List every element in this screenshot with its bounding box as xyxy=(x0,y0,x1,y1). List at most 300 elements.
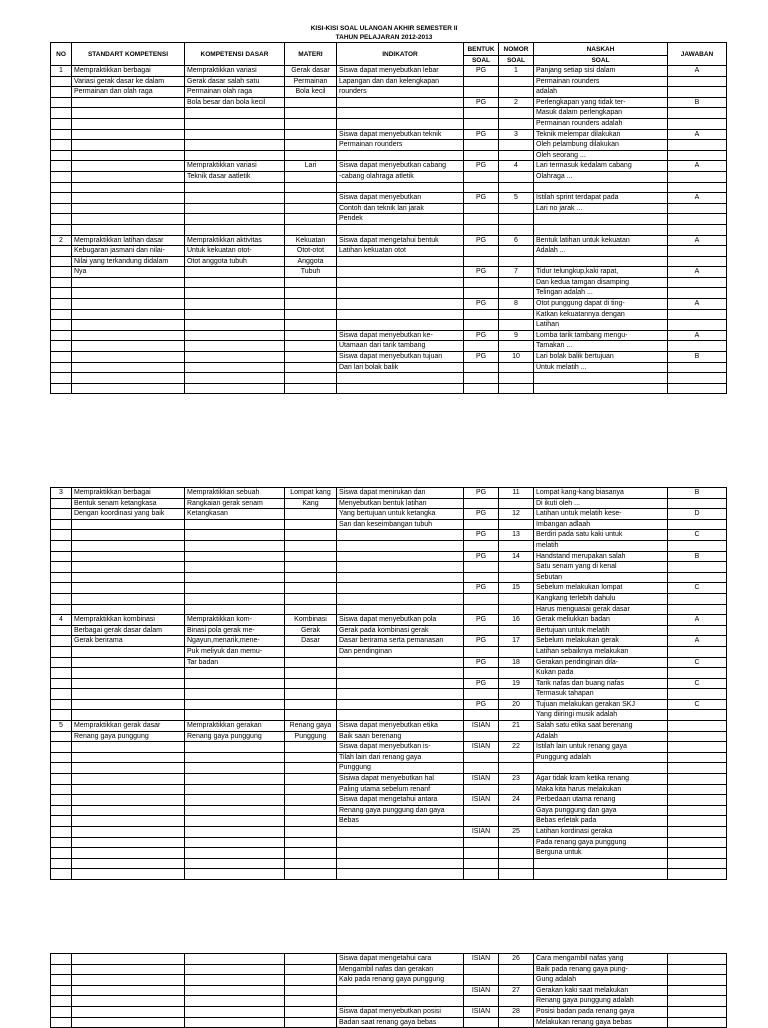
table-row xyxy=(51,246,727,257)
cell-standart-kompetensi xyxy=(72,277,185,288)
cell-indikator: Badan saat renang gaya bebas xyxy=(337,1017,464,1028)
cell-no xyxy=(51,996,72,1007)
cell-nomor-soal: 11 xyxy=(499,488,534,499)
cell-kompetensi-dasar xyxy=(185,805,285,816)
cell-kompetensi-dasar: Ngayun,menarik,mene- xyxy=(185,636,285,647)
table-row xyxy=(51,66,727,77)
cell-jawaban xyxy=(668,87,727,98)
cell-standart-kompetensi xyxy=(72,309,185,320)
cell-jawaban: A xyxy=(668,615,727,626)
cell-materi xyxy=(285,583,337,594)
cell-materi xyxy=(285,699,337,710)
cell-naskah-soal: Sebutan xyxy=(534,572,668,583)
cell-indikator: Gerak pada kombinasi gerak xyxy=(337,625,464,636)
table-row xyxy=(51,996,727,1007)
table-row xyxy=(51,954,727,965)
cell-standart-kompetensi xyxy=(72,975,185,986)
cell-nomor-soal xyxy=(499,277,534,288)
cell-bentuk-soal xyxy=(464,858,499,869)
cell-indikator: Paling utama sebelum renanf xyxy=(337,784,464,795)
cell-naskah-soal: Baik pada renang gaya pung- xyxy=(534,964,668,975)
cell-jawaban: A xyxy=(668,66,727,77)
table-row xyxy=(51,572,727,583)
cell-jawaban xyxy=(668,320,727,331)
cell-kompetensi-dasar: Untuk kekuatan otot- xyxy=(185,246,285,257)
cell-kompetensi-dasar xyxy=(185,699,285,710)
cell-standart-kompetensi xyxy=(72,964,185,975)
cell-naskah-soal: Pada renang gaya punggung xyxy=(534,837,668,848)
cell-no xyxy=(51,118,72,129)
cell-no xyxy=(51,330,72,341)
table-row xyxy=(51,837,727,848)
table-row xyxy=(51,795,727,806)
cell-kompetensi-dasar: Ketangkasan xyxy=(185,509,285,520)
cell-naskah-soal xyxy=(534,383,668,394)
cell-materi xyxy=(285,657,337,668)
table-row xyxy=(51,330,727,341)
cell-standart-kompetensi: Mempraktikkan kombinasi xyxy=(72,615,185,626)
cell-jawaban xyxy=(668,625,727,636)
cell-kompetensi-dasar xyxy=(185,985,285,996)
cell-naskah-soal: Perlengkapan yang tidak ter- xyxy=(534,97,668,108)
cell-kompetensi-dasar xyxy=(185,858,285,869)
cell-standart-kompetensi xyxy=(72,551,185,562)
table-row xyxy=(51,224,727,235)
table-row xyxy=(51,97,727,108)
kisi-kisi-table-2 xyxy=(50,487,727,880)
cell-standart-kompetensi xyxy=(72,299,185,310)
cell-materi xyxy=(285,383,337,394)
cell-jawaban xyxy=(668,288,727,299)
cell-no xyxy=(51,1006,72,1017)
cell-standart-kompetensi xyxy=(72,752,185,763)
cell-materi: Renang gaya xyxy=(285,721,337,732)
cell-nomor-soal xyxy=(499,150,534,161)
cell-materi xyxy=(285,869,337,880)
cell-naskah-soal xyxy=(534,214,668,225)
cell-materi: Otot-otot xyxy=(285,246,337,257)
cell-standart-kompetensi: Mempraktikkan latihan dasar xyxy=(72,235,185,246)
cell-kompetensi-dasar xyxy=(185,288,285,299)
cell-materi: Tubuh xyxy=(285,267,337,278)
cell-naskah-soal xyxy=(534,869,668,880)
cell-no xyxy=(51,246,72,257)
cell-naskah-soal: Olahraga ... xyxy=(534,171,668,182)
cell-nomor-soal xyxy=(499,604,534,615)
cell-no xyxy=(51,604,72,615)
cell-materi xyxy=(285,129,337,140)
table-row xyxy=(51,140,727,151)
cell-jawaban: B xyxy=(668,352,727,363)
cell-indikator xyxy=(337,858,464,869)
cell-standart-kompetensi xyxy=(72,572,185,583)
cell-no xyxy=(51,869,72,880)
cell-materi xyxy=(285,352,337,363)
cell-kompetensi-dasar xyxy=(185,816,285,827)
table-row xyxy=(51,362,727,373)
cell-bentuk-soal xyxy=(464,76,499,87)
cell-kompetensi-dasar xyxy=(185,1006,285,1017)
header-jawaban: JAWABAN xyxy=(668,43,727,66)
cell-materi xyxy=(285,742,337,753)
cell-bentuk-soal xyxy=(464,140,499,151)
cell-kompetensi-dasar xyxy=(185,214,285,225)
cell-bentuk-soal xyxy=(464,498,499,509)
cell-indikator: Siswa dapat mengetahui antara xyxy=(337,795,464,806)
cell-bentuk-soal: PG xyxy=(464,66,499,77)
cell-naskah-soal: Melakukan renang gaya bebas xyxy=(534,1017,668,1028)
cell-kompetensi-dasar: Mempraktikkan aktivitas xyxy=(185,235,285,246)
table-row xyxy=(51,805,727,816)
cell-naskah-soal: Istilah sprint terdapat pada xyxy=(534,193,668,204)
cell-bentuk-soal xyxy=(464,604,499,615)
table-row xyxy=(51,267,727,278)
table-row xyxy=(51,784,727,795)
table-row xyxy=(51,509,727,520)
cell-standart-kompetensi xyxy=(72,996,185,1007)
cell-jawaban xyxy=(668,224,727,235)
cell-materi: Gerak xyxy=(285,625,337,636)
cell-no xyxy=(51,625,72,636)
cell-bentuk-soal xyxy=(464,214,499,225)
cell-no xyxy=(51,214,72,225)
cell-nomor-soal xyxy=(499,341,534,352)
cell-materi xyxy=(285,214,337,225)
cell-jawaban xyxy=(668,721,727,732)
cell-naskah-soal: Panjang setiap sisi dalam xyxy=(534,66,668,77)
cell-standart-kompetensi xyxy=(72,583,185,594)
table-row xyxy=(51,689,727,700)
document-subtitle: TAHUN PELAJARAN 2012-2013 xyxy=(335,34,433,41)
cell-naskah-soal: Istilah lain untuk renang gaya xyxy=(534,742,668,753)
cell-bentuk-soal: PG xyxy=(464,299,499,310)
cell-kompetensi-dasar xyxy=(185,827,285,838)
document-title: KISI-KISI SOAL ULANGAN AKHIR SEMESTER II xyxy=(310,25,458,32)
cell-bentuk-soal: ISIAN xyxy=(464,774,499,785)
cell-no xyxy=(51,509,72,520)
cell-nomor-soal xyxy=(499,848,534,859)
cell-no: 2 xyxy=(51,235,72,246)
cell-kompetensi-dasar xyxy=(185,572,285,583)
cell-kompetensi-dasar: Mempraktikkan variasi xyxy=(185,161,285,172)
cell-bentuk-soal xyxy=(464,256,499,267)
table-row xyxy=(51,678,727,689)
cell-kompetensi-dasar xyxy=(185,540,285,551)
cell-nomor-soal xyxy=(499,964,534,975)
cell-materi xyxy=(285,593,337,604)
cell-nomor-soal: 10 xyxy=(499,352,534,363)
cell-no xyxy=(51,352,72,363)
cell-standart-kompetensi: Mempraktikkan gerak dasar xyxy=(72,721,185,732)
cell-indikator xyxy=(337,827,464,838)
cell-materi xyxy=(285,774,337,785)
cell-standart-kompetensi: Mempraktikkan berbagai xyxy=(72,66,185,77)
cell-kompetensi-dasar xyxy=(185,837,285,848)
cell-jawaban xyxy=(668,593,727,604)
cell-jawaban xyxy=(668,996,727,1007)
table-row xyxy=(51,288,727,299)
cell-indikator: Tilah lain dari renang gaya xyxy=(337,752,464,763)
cell-no: 5 xyxy=(51,721,72,732)
cell-jawaban xyxy=(668,689,727,700)
cell-standart-kompetensi xyxy=(72,288,185,299)
table-row xyxy=(51,193,727,204)
table-row xyxy=(51,118,727,129)
cell-no xyxy=(51,858,72,869)
cell-standart-kompetensi xyxy=(72,341,185,352)
cell-materi xyxy=(285,118,337,129)
cell-no xyxy=(51,129,72,140)
cell-nomor-soal: 27 xyxy=(499,985,534,996)
cell-naskah-soal: Telingan adalah ... xyxy=(534,288,668,299)
cell-nomor-soal xyxy=(499,805,534,816)
cell-jawaban xyxy=(668,848,727,859)
cell-nomor-soal xyxy=(499,540,534,551)
table-row xyxy=(51,731,727,742)
cell-jawaban: A xyxy=(668,235,727,246)
table-row xyxy=(51,710,727,721)
cell-naskah-soal: melatih xyxy=(534,540,668,551)
cell-no xyxy=(51,837,72,848)
cell-bentuk-soal: PG xyxy=(464,583,499,594)
cell-indikator xyxy=(337,678,464,689)
cell-indikator xyxy=(337,97,464,108)
cell-indikator xyxy=(337,256,464,267)
cell-materi xyxy=(285,604,337,615)
cell-jawaban xyxy=(668,76,727,87)
cell-kompetensi-dasar xyxy=(185,668,285,679)
cell-materi: Gerak dasar xyxy=(285,66,337,77)
cell-standart-kompetensi xyxy=(72,530,185,541)
cell-bentuk-soal: PG xyxy=(464,699,499,710)
cell-indikator xyxy=(337,848,464,859)
cell-indikator xyxy=(337,689,464,700)
cell-no xyxy=(51,256,72,267)
cell-naskah-soal: Maka kita harus melakukan xyxy=(534,784,668,795)
cell-materi xyxy=(285,509,337,520)
cell-no xyxy=(51,636,72,647)
cell-kompetensi-dasar xyxy=(185,752,285,763)
cell-naskah-soal: Gung adalah xyxy=(534,975,668,986)
cell-no xyxy=(51,288,72,299)
cell-no xyxy=(51,583,72,594)
cell-naskah-soal: Gerakan pendinginan dila- xyxy=(534,657,668,668)
cell-materi xyxy=(285,182,337,193)
cell-bentuk-soal xyxy=(464,362,499,373)
cell-indikator: Kaki pada renang gaya punggung xyxy=(337,975,464,986)
cell-indikator: Siswa dapat menyebutkan lebar xyxy=(337,66,464,77)
cell-standart-kompetensi xyxy=(72,171,185,182)
cell-indikator xyxy=(337,530,464,541)
cell-standart-kompetensi xyxy=(72,320,185,331)
table-row xyxy=(51,256,727,267)
cell-jawaban xyxy=(668,837,727,848)
cell-nomor-soal: 15 xyxy=(499,583,534,594)
cell-no xyxy=(51,341,72,352)
cell-standart-kompetensi xyxy=(72,373,185,384)
cell-jawaban: B xyxy=(668,488,727,499)
cell-materi xyxy=(285,288,337,299)
cell-kompetensi-dasar xyxy=(185,742,285,753)
cell-kompetensi-dasar xyxy=(185,330,285,341)
cell-standart-kompetensi xyxy=(72,699,185,710)
cell-nomor-soal xyxy=(499,1017,534,1028)
cell-naskah-soal: Tarik nafas dan buang nafas xyxy=(534,678,668,689)
cell-nomor-soal xyxy=(499,752,534,763)
cell-indikator: Siswa dapat mengetahui cara xyxy=(337,954,464,965)
cell-jawaban: A xyxy=(668,193,727,204)
cell-kompetensi-dasar: Bola besar dan bola kecil xyxy=(185,97,285,108)
cell-indikator xyxy=(337,267,464,278)
cell-bentuk-soal: ISIAN xyxy=(464,985,499,996)
cell-bentuk-soal xyxy=(464,975,499,986)
cell-standart-kompetensi xyxy=(72,182,185,193)
cell-indikator: Sisiwa dapat menyebutkan hal xyxy=(337,774,464,785)
cell-jawaban: D xyxy=(668,509,727,520)
cell-jawaban xyxy=(668,540,727,551)
cell-kompetensi-dasar: Puk meliyuk dan memu- xyxy=(185,646,285,657)
cell-indikator: rounders xyxy=(337,87,464,98)
cell-naskah-soal: Adalah ... xyxy=(534,246,668,257)
cell-jawaban: A xyxy=(668,267,727,278)
cell-no xyxy=(51,964,72,975)
cell-kompetensi-dasar xyxy=(185,583,285,594)
cell-naskah-soal: Masuk dalam perlengkapan xyxy=(534,108,668,119)
cell-bentuk-soal xyxy=(464,341,499,352)
cell-materi xyxy=(285,996,337,1007)
cell-bentuk-soal: PG xyxy=(464,352,499,363)
cell-bentuk-soal: PG xyxy=(464,636,499,647)
cell-naskah-soal: Dan kedua tamgan disamping xyxy=(534,277,668,288)
cell-standart-kompetensi xyxy=(72,108,185,119)
cell-indikator: Siswa dapat menyebutkan xyxy=(337,193,464,204)
cell-materi xyxy=(285,1017,337,1028)
cell-kompetensi-dasar xyxy=(185,193,285,204)
cell-kompetensi-dasar xyxy=(185,1017,285,1028)
cell-kompetensi-dasar xyxy=(185,519,285,530)
cell-bentuk-soal xyxy=(464,752,499,763)
cell-bentuk-soal xyxy=(464,320,499,331)
cell-bentuk-soal xyxy=(464,805,499,816)
cell-kompetensi-dasar: Binasi pola gerak me- xyxy=(185,625,285,636)
cell-jawaban xyxy=(668,171,727,182)
cell-nomor-soal xyxy=(499,362,534,373)
cell-naskah-soal: Latihan untuk melatih kese- xyxy=(534,509,668,520)
cell-materi xyxy=(285,689,337,700)
cell-indikator xyxy=(337,309,464,320)
cell-bentuk-soal: ISIAN xyxy=(464,742,499,753)
cell-bentuk-soal xyxy=(464,731,499,742)
cell-indikator: -cabang olahraga atletik xyxy=(337,171,464,182)
cell-standart-kompetensi xyxy=(72,985,185,996)
cell-jawaban xyxy=(668,954,727,965)
cell-naskah-soal: Berdiri pada satu kaki untuk xyxy=(534,530,668,541)
cell-nomor-soal: 8 xyxy=(499,299,534,310)
cell-no xyxy=(51,267,72,278)
cell-nomor-soal: 23 xyxy=(499,774,534,785)
cell-indikator xyxy=(337,551,464,562)
table-row xyxy=(51,636,727,647)
cell-kompetensi-dasar xyxy=(185,784,285,795)
cell-materi: Lompat kang xyxy=(285,488,337,499)
cell-naskah-soal xyxy=(534,373,668,384)
cell-indikator: Dari lari bolak balik xyxy=(337,362,464,373)
cell-bentuk-soal xyxy=(464,689,499,700)
cell-indikator xyxy=(337,668,464,679)
cell-materi xyxy=(285,540,337,551)
cell-bentuk-soal xyxy=(464,277,499,288)
header-no: NO xyxy=(51,43,72,66)
cell-naskah-soal xyxy=(534,182,668,193)
cell-kompetensi-dasar xyxy=(185,362,285,373)
cell-indikator: Siswa dapat menirukan dan xyxy=(337,488,464,499)
cell-no xyxy=(51,975,72,986)
table-row xyxy=(51,214,727,225)
cell-materi: Kang xyxy=(285,498,337,509)
table-row xyxy=(51,699,727,710)
cell-indikator xyxy=(337,277,464,288)
cell-bentuk-soal xyxy=(464,848,499,859)
cell-standart-kompetensi xyxy=(72,129,185,140)
cell-materi xyxy=(285,752,337,763)
table-row xyxy=(51,985,727,996)
cell-no xyxy=(51,87,72,98)
cell-standart-kompetensi xyxy=(72,869,185,880)
cell-bentuk-soal xyxy=(464,171,499,182)
cell-kompetensi-dasar xyxy=(185,795,285,806)
cell-materi xyxy=(285,299,337,310)
cell-no xyxy=(51,76,72,87)
cell-kompetensi-dasar xyxy=(185,562,285,573)
cell-kompetensi-dasar xyxy=(185,150,285,161)
cell-jawaban xyxy=(668,784,727,795)
cell-bentuk-soal xyxy=(464,625,499,636)
cell-nomor-soal: 28 xyxy=(499,1006,534,1017)
cell-jawaban xyxy=(668,309,727,320)
cell-bentuk-soal xyxy=(464,540,499,551)
cell-materi xyxy=(285,985,337,996)
cell-materi xyxy=(285,108,337,119)
kisi-kisi-table-3 xyxy=(50,953,727,1028)
cell-standart-kompetensi xyxy=(72,203,185,214)
cell-kompetensi-dasar xyxy=(185,341,285,352)
cell-kompetensi-dasar xyxy=(185,224,285,235)
cell-materi xyxy=(285,171,337,182)
cell-no: 3 xyxy=(51,488,72,499)
cell-bentuk-soal: PG xyxy=(464,509,499,520)
cell-bentuk-soal: ISIAN xyxy=(464,721,499,732)
cell-jawaban xyxy=(668,985,727,996)
cell-naskah-soal: Perbedaan utama renang xyxy=(534,795,668,806)
table-row xyxy=(51,76,727,87)
cell-no xyxy=(51,678,72,689)
cell-indikator: Bebas xyxy=(337,816,464,827)
cell-naskah-soal: Tujuan melakukan gerakan SKJ xyxy=(534,699,668,710)
cell-standart-kompetensi xyxy=(72,837,185,848)
cell-bentuk-soal xyxy=(464,182,499,193)
cell-no xyxy=(51,646,72,657)
cell-jawaban xyxy=(668,752,727,763)
cell-indikator: Pendek xyxy=(337,214,464,225)
cell-indikator xyxy=(337,383,464,394)
table-row xyxy=(51,816,727,827)
cell-nomor-soal: 9 xyxy=(499,330,534,341)
cell-indikator xyxy=(337,837,464,848)
cell-bentuk-soal xyxy=(464,646,499,657)
table-row xyxy=(51,721,727,732)
cell-indikator: Siswa dapat menyebutkan etika xyxy=(337,721,464,732)
cell-bentuk-soal: ISIAN xyxy=(464,795,499,806)
